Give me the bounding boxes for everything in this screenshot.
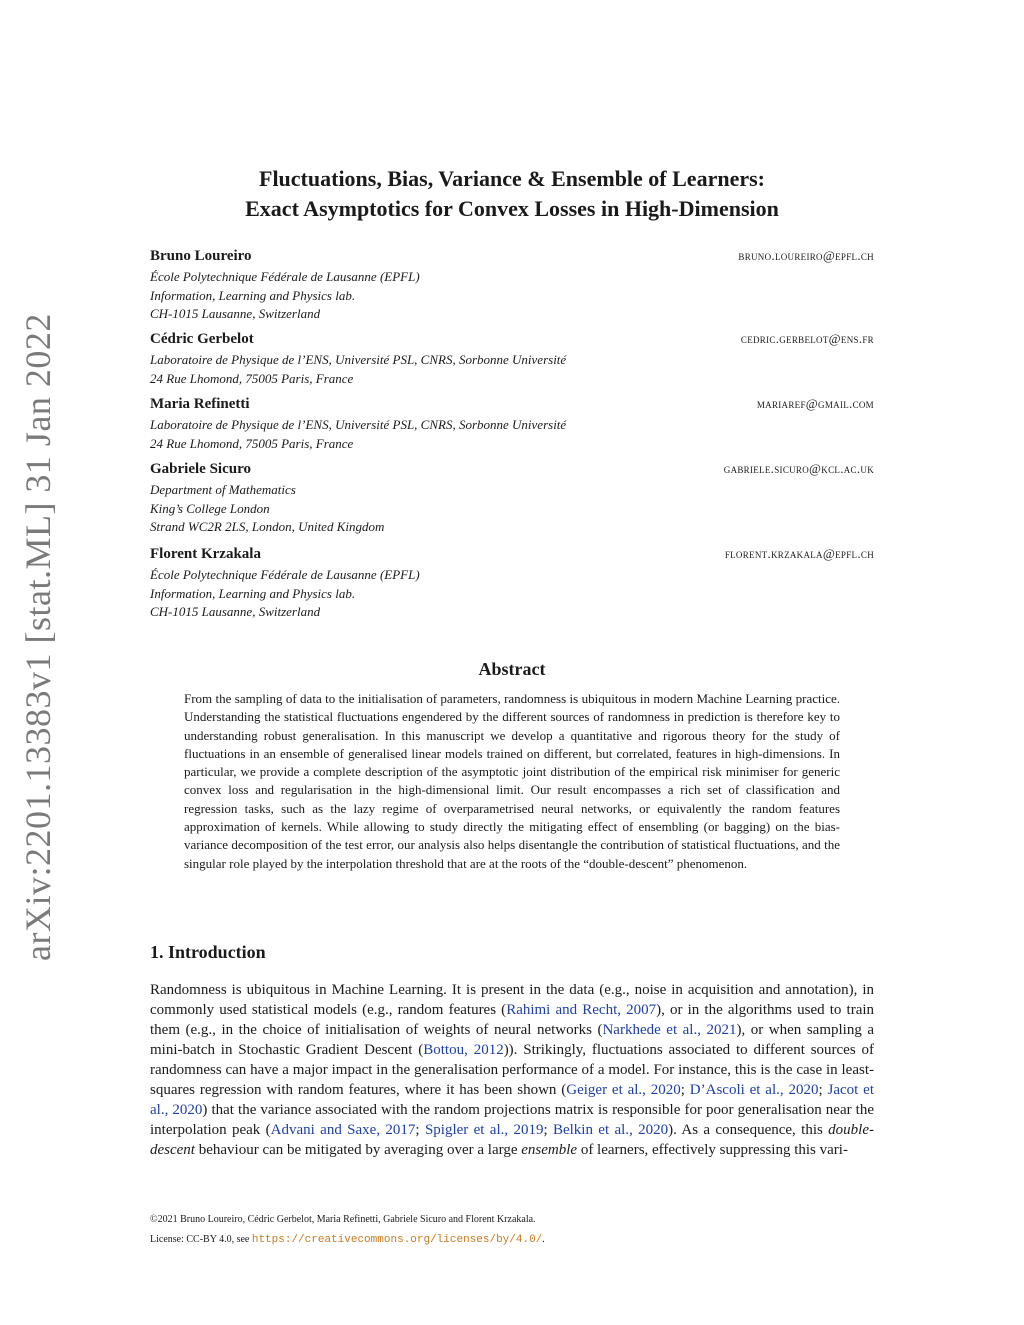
author-affiliation: CH-1015 Lausanne, Switzerland (150, 306, 321, 321)
author-name: Bruno Loureiro (150, 248, 252, 264)
emphasis-text: double-descent (150, 1122, 874, 1158)
author-affiliation: 24 Rue Lhomond, 75005 Paris, France (150, 435, 354, 451)
title-line-1: Fluctuations, Bias, Variance & Ensemble of Learners: (259, 166, 765, 191)
author-block (150, 331, 874, 396)
author-affiliation: King’s College London (150, 500, 270, 516)
author-affiliation: École Polytechnique Fédérale de Lausanne (EPFL) (150, 567, 420, 582)
citation-link[interactable]: Spigler et al., 2019 (424, 1122, 544, 1138)
citation-link[interactable]: Advani and Saxe, 2017 (270, 1122, 416, 1138)
body-text: ; (543, 1122, 553, 1138)
title-line-2: Exact Asymptotics for Convex Losses in High-Dimension (245, 196, 779, 221)
author-affiliation: Strand WC2R 2LS, London, United Kingdom (150, 519, 385, 534)
body-text: behaviour can be mitigated by averaging over a large (194, 1142, 522, 1158)
introduction-paragraph (150, 980, 874, 1160)
author-email[interactable]: gabriele.sicuro@kcl.ac.uk (723, 461, 874, 476)
citation-link[interactable]: Belkin et al., 2020 (552, 1122, 669, 1138)
author-affiliation: Information, Learning and Physics lab. (150, 585, 356, 601)
body-text: ). As a consequence, this (668, 1122, 829, 1138)
arxiv-identifier-stamp: arXiv:2201.13383v1 [stat.ML] 31 Jan 2022 (18, 313, 58, 961)
citation-link[interactable]: Geiger et al., 2020 (566, 1082, 681, 1098)
body-text: Randomness is ubiquitous in Machine Learning. It is present in the data (e.g., noise in acquisition and annotation), in commonly used statistical models (e.g., random features ( (150, 982, 874, 1018)
author-affiliation: Laboratoire de Physique de l’ENS, Université PSL, CNRS, Sorbonne Université (150, 417, 567, 432)
author-affiliation: CH-1015 Lausanne, Switzerland (150, 604, 321, 619)
author-block (150, 461, 874, 546)
author-name: Florent Krzakala (150, 546, 261, 562)
author-email[interactable]: florent.krzakala@epfl.ch (724, 546, 874, 561)
page-footer (150, 1214, 874, 1246)
citation-link[interactable]: Narkhede et al., 2021 (602, 1022, 737, 1038)
license-link[interactable]: https://creativecommons.org/licenses/by/4.0/ (251, 1234, 543, 1246)
author-affiliation: École Polytechnique Fédérale de Lausanne (EPFL) (150, 269, 420, 284)
body-text: ; (680, 1082, 690, 1098)
citation-link[interactable]: D’Ascoli et al., 2020 (689, 1082, 819, 1098)
author-affiliation: Information, Learning and Physics lab. (150, 287, 356, 303)
author-name: Maria Refinetti (150, 396, 250, 412)
citation-link[interactable]: Bottou, 2012 (423, 1042, 504, 1058)
author-affiliation: Department of Mathematics (150, 482, 296, 497)
author-block (150, 248, 874, 331)
paper-title (150, 164, 874, 224)
citation-link[interactable]: Rahimi and Recht, 2007 (506, 1002, 657, 1018)
body-text: ), or when sampling a mini-batch in Stochastic Gradient Descent ( (150, 1022, 875, 1058)
body-text: ; (818, 1082, 828, 1098)
copyright-notice: ©2021 Bruno Loureiro, Cédric Gerbelot, Maria Refinetti, Gabriele Sicuro and Florent Krzakala. (150, 1214, 536, 1225)
author-list (150, 248, 874, 622)
author-email[interactable]: mariaref@gmail.com (756, 396, 874, 411)
body-text: of learners, effectively suppressing this vari- (577, 1142, 848, 1158)
license-notice (150, 1234, 874, 1246)
author-affiliation: 24 Rue Lhomond, 75005 Paris, France (150, 370, 354, 386)
author-name: Cédric Gerbelot (150, 331, 254, 347)
body-text: )). Strikingly, fluctuations associated to different sources of randomness can have a major impact in the generalisation performance of a model. For instance, this is the case in least-squares regression with random features, where it has been shown ( (150, 1042, 875, 1098)
author-block (150, 546, 874, 622)
author-name: Gabriele Sicuro (150, 461, 251, 477)
abstract-text: From the sampling of data to the initialisation of parameters, randomness is ubiquitous in modern Machine Learning practice. Understanding the statistical fluctuations engendered by the different sources of randomness in prediction is therefore key to understanding robust generalisation. In this manuscript we develop a quantitative and rigorous theory for the study of fluctuations in an ensemble of generalised linear models trained on different, but correlated, features in high-dimensions. In particular, we provide a complete description of the asymptotic joint distribution of the empirical risk minimiser for generic convex loss and regularisation in the high-dimensional limit. Our result encompasses a rich set of classification and regression tasks, such as the lazy regime of overparametrised neural networks, or equivalently the random features approximation of kernels. While allowing to study directly the mitigating effect of ensembling (or bagging) on the bias-variance decomposition of the test error, our analysis also helps disentangle the contribution of statistical fluctuations, and the singular role played by the interpolation threshold that are at the roots of the “double-descent” phenomenon. (184, 691, 840, 871)
emphasis-text: ensemble (521, 1142, 578, 1158)
author-affiliation: Laboratoire de Physique de l’ENS, Université PSL, CNRS, Sorbonne Université (150, 352, 567, 367)
abstract-heading: Abstract (478, 659, 546, 679)
author-email[interactable]: bruno.loureiro@epfl.ch (738, 248, 874, 263)
author-email[interactable]: cedric.gerbelot@ens.fr (740, 331, 874, 346)
section-heading: 1. Introduction (150, 942, 266, 962)
body-text: ) that the variance associated with the random projections matrix is responsible for poor generalisation near the interpolation peak ( (150, 1102, 874, 1138)
body-text: ; (415, 1122, 425, 1138)
author-block (150, 396, 874, 461)
license-suffix: . (542, 1234, 545, 1245)
license-prefix: License: CC-BY 4.0, see (150, 1234, 252, 1245)
citation-link[interactable]: Jacot et al., 2020 (150, 1082, 875, 1118)
body-text: ), or in the algorithms used to train them (e.g., in the choice of initialisation of weights of neural networks ( (150, 1002, 875, 1038)
